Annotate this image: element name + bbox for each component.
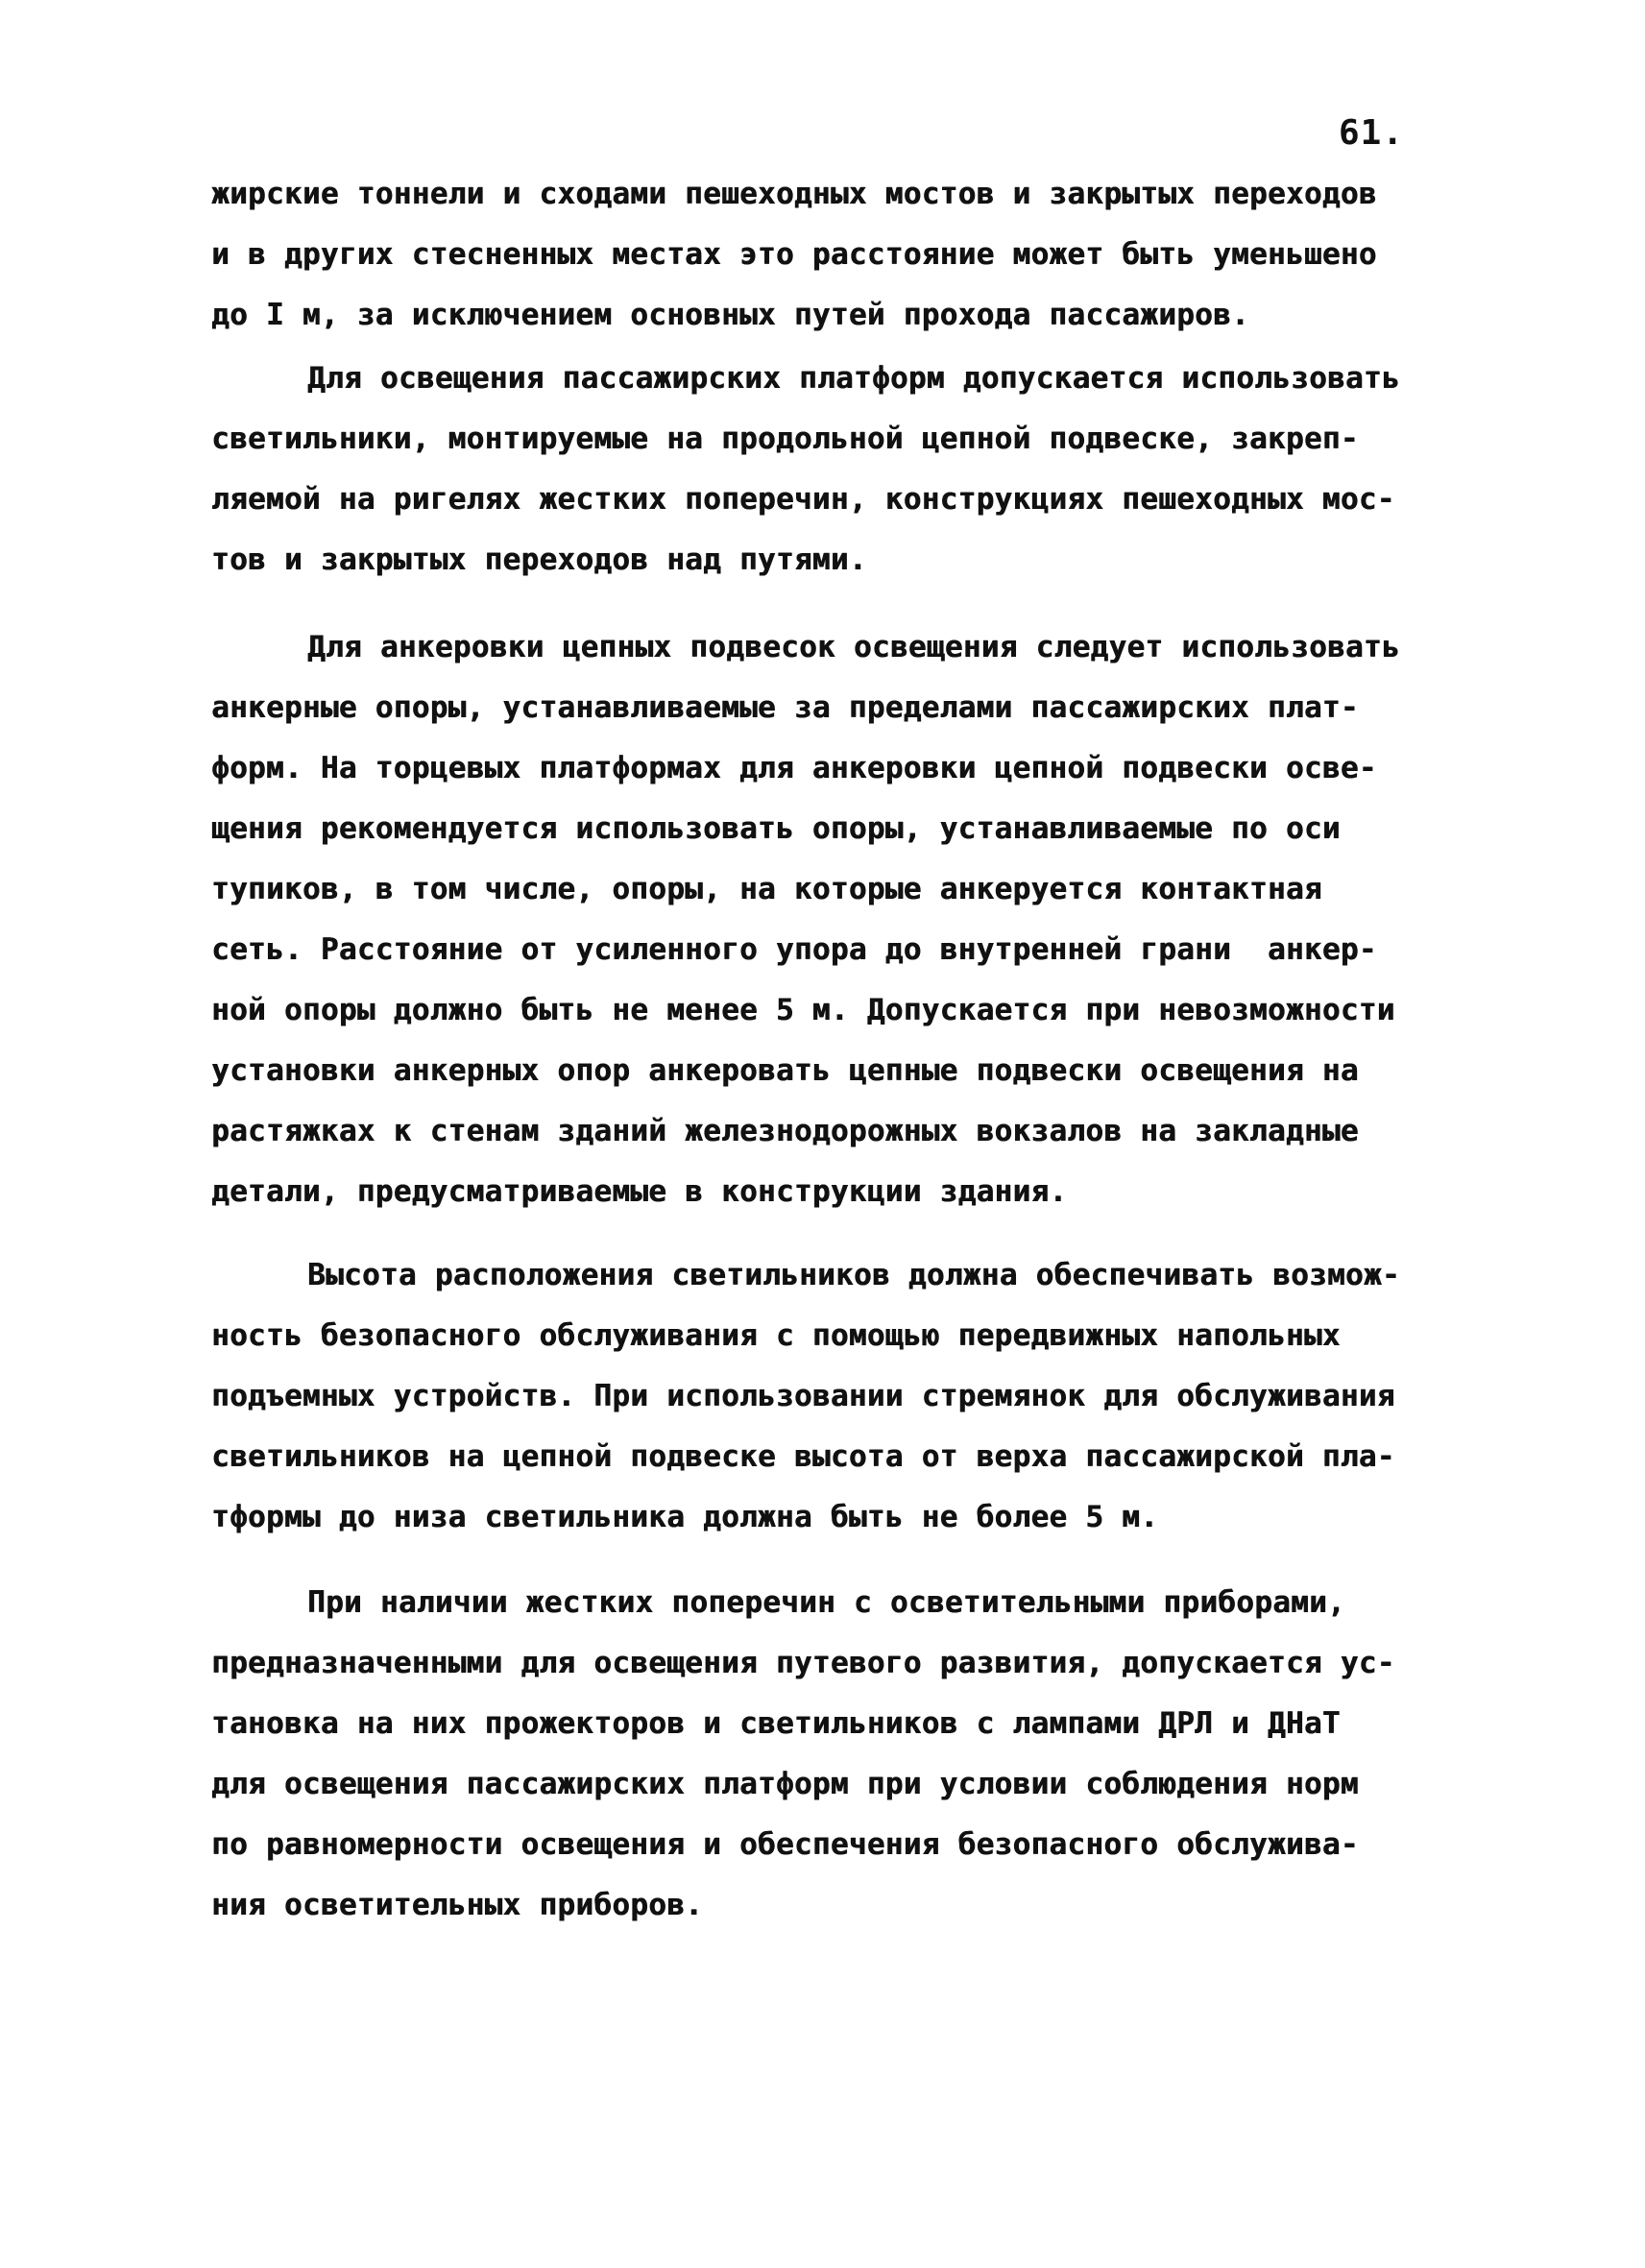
text-line: установки анкерных опор анкеровать цепные подвески освещения на xyxy=(211,1053,1359,1088)
text-line: сеть. Расстояние от усиленного упора до внутренней грани анкер- xyxy=(211,932,1377,967)
text-line: тупиков, в том числе, опоры, на которые анкеруется контактная xyxy=(211,872,1322,906)
text-line: Для освещения пассажирских платформ допускается использовать xyxy=(307,361,1400,396)
text-line: ной опоры должно быть не менее 5 м. Допускается при невозможности xyxy=(211,993,1395,1027)
text-line: Для анкеровки цепных подвесок освещения следует использовать xyxy=(307,630,1400,664)
text-line: форм. На торцевых платформах для анкеровки цепной подвески осве- xyxy=(211,751,1377,785)
text-line: При наличии жестких поперечин с осветительными приборами, xyxy=(307,1585,1345,1620)
text-line: жирские тоннели и сходами пешеходных мостов и закрытых переходов xyxy=(211,177,1377,211)
text-line: тформы до низа светильника должна быть не более 5 м. xyxy=(211,1500,1159,1534)
text-line: светильников на цепной подвеске высота от верха пассажирской пла- xyxy=(211,1439,1395,1474)
text-line: тов и закрытых переходов над путями. xyxy=(211,543,867,577)
text-line: подъемных устройств. При использовании стремянок для обслуживания xyxy=(211,1379,1395,1413)
text-line: до I м, за исключением основных путей прохода пассажиров. xyxy=(211,298,1249,332)
text-line: ния осветительных приборов. xyxy=(211,1888,704,1922)
text-line: ность безопасного обслуживания с помощью передвижных напольных xyxy=(211,1318,1341,1353)
text-line: и в других стесненных местах это расстояние может быть уменьшено xyxy=(211,237,1377,272)
text-line: ляемой на ригелях жестких поперечин, конструкциях пешеходных мос- xyxy=(211,482,1395,517)
text-line: анкерные опоры, устанавливаемые за пределами пассажирских плат- xyxy=(211,690,1359,725)
text-line: детали, предусматриваемые в конструкции здания. xyxy=(211,1174,1068,1209)
text-line: тановка на них прожекторов и светильников с лампами ДРЛ и ДНаТ xyxy=(211,1706,1341,1741)
text-line: щения рекомендуется использовать опоры, устанавливаемые по оси xyxy=(211,811,1341,846)
text-line: предназначенными для освещения путевого развития, допускается ус- xyxy=(211,1646,1395,1680)
text-line: растяжках к стенам зданий железнодорожных вокзалов на закладные xyxy=(211,1114,1359,1148)
text-line: светильники, монтируемые на продольной цепной подвеске, закреп- xyxy=(211,422,1359,456)
text-line: Высота расположения светильников должна обеспечивать возмож- xyxy=(307,1258,1400,1292)
page-number: 61. xyxy=(1339,113,1405,153)
text-line: по равномерности освещения и обеспечения безопасного обслужива- xyxy=(211,1827,1359,1862)
text-line: для освещения пассажирских платформ при условии соблюдения норм xyxy=(211,1767,1359,1801)
